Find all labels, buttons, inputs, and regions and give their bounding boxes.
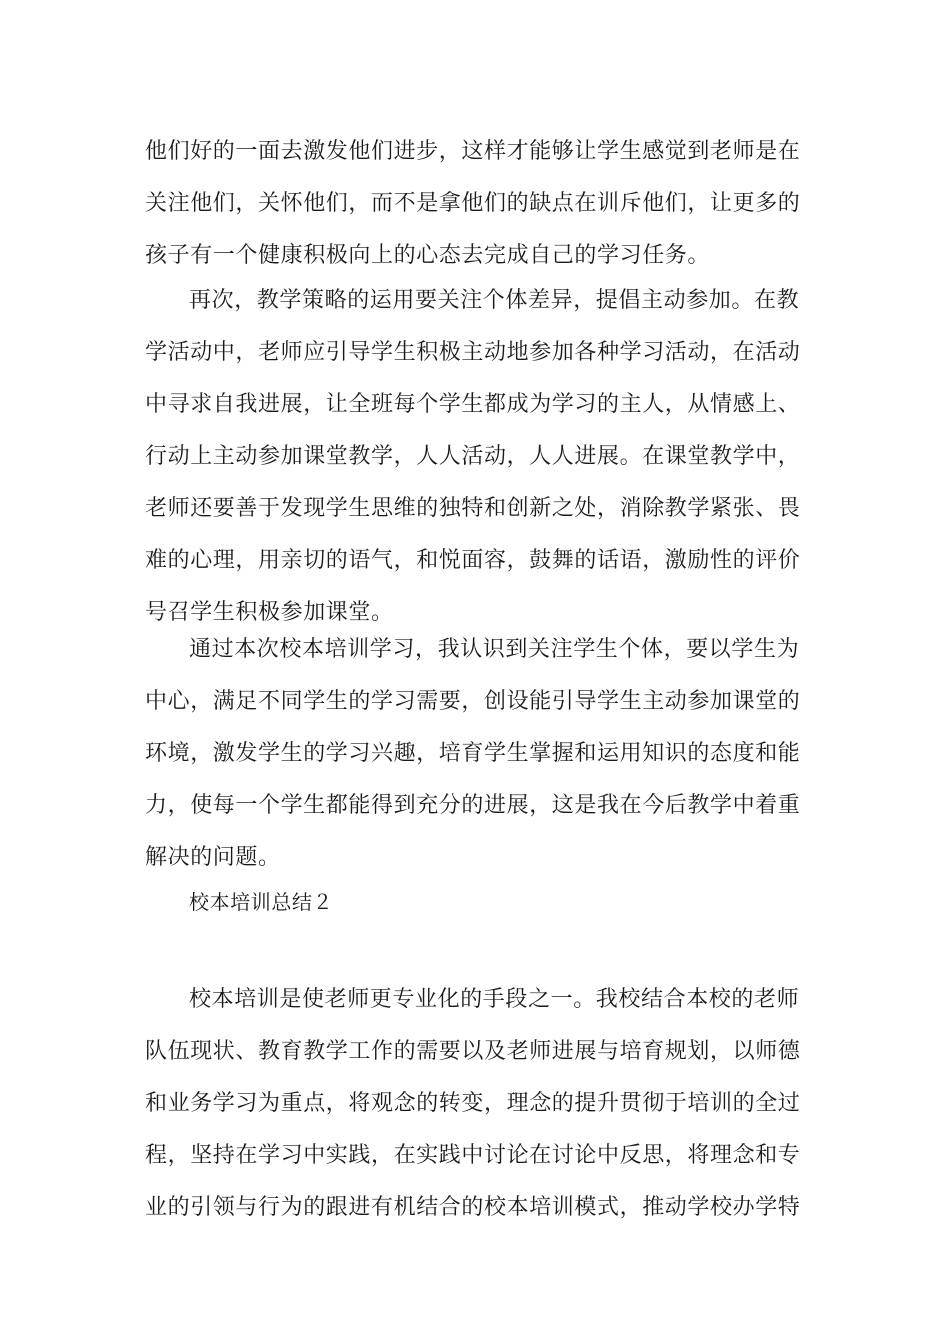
paragraph-1 — [145, 126, 809, 282]
paragraph-2 — [145, 275, 809, 639]
paragraph-line: 号召学生积极参加课堂。 — [145, 600, 394, 625]
paragraph-line: 孩子有一个健康积极向上的心态去完成自己的学习任务。 — [145, 243, 711, 268]
paragraph-line: 再次，教学策略的运用要关注个体差异，提倡主动参加。在教 — [189, 288, 800, 313]
paragraph-4 — [145, 974, 809, 1234]
paragraph-line: 学活动中，老师应引导学生积极主动地参加各种学习活动，在活动 — [145, 340, 801, 365]
paragraph-line: 和业务学习为重点，将观念的转变，理念的提升贯彻于培训的全过 — [145, 1091, 801, 1116]
paragraph-line: 关注他们，关怀他们，而不是拿他们的缺点在训斥他们，让更多的 — [145, 191, 801, 216]
paragraph-line: 环境，激发学生的学习兴趣，培育学生掌握和运用知识的态度和能 — [145, 741, 801, 766]
paragraph-line: 业的引领与行为的跟进有机结合的校本培训模式，推动学校办学特 — [145, 1195, 801, 1220]
paragraph-line: 难的心理，用亲切的语气，和悦面容，鼓舞的话语，激励性的评价 — [145, 548, 801, 573]
paragraph-line: 力，使每一个学生都能得到充分的进展，这是我在今后教学中着重 — [145, 793, 801, 818]
paragraph-line: 中心，满足不同学生的学习需要，创设能引导学生主动参加课堂的 — [145, 689, 801, 714]
paragraph-line: 行动上主动参加课堂教学，人人活动，人人进展。在课堂教学中， — [145, 444, 801, 469]
paragraph-line: 队伍现状、教育教学工作的需要以及老师进展与培育规划，以师德 — [145, 1039, 801, 1064]
paragraph-line: 校本培训是使老师更专业化的手段之一。我校结合本校的老师 — [189, 987, 800, 1012]
paragraph-line: 程，坚持在学习中实践，在实践中讨论在讨论中反思，将理念和专 — [145, 1143, 801, 1168]
paragraph-line: 老师还要善于发现学生思维的独特和创新之处，消除教学紧张、畏 — [145, 496, 801, 521]
paragraph-line: 通过本次校本培训学习，我认识到关注学生个体，要以学生为 — [189, 637, 800, 662]
paragraph-3 — [145, 624, 809, 884]
paragraph-line: 解决的问题。 — [145, 845, 281, 870]
section-heading: 校本培训总结２ — [189, 890, 334, 914]
paragraph-line: 他们好的一面去激发他们进步，这样才能够让学生感觉到老师是在 — [145, 139, 801, 164]
paragraph-line: 中寻求自我进展，让全班每个学生都成为学习的主人，从情感上、 — [145, 392, 801, 417]
